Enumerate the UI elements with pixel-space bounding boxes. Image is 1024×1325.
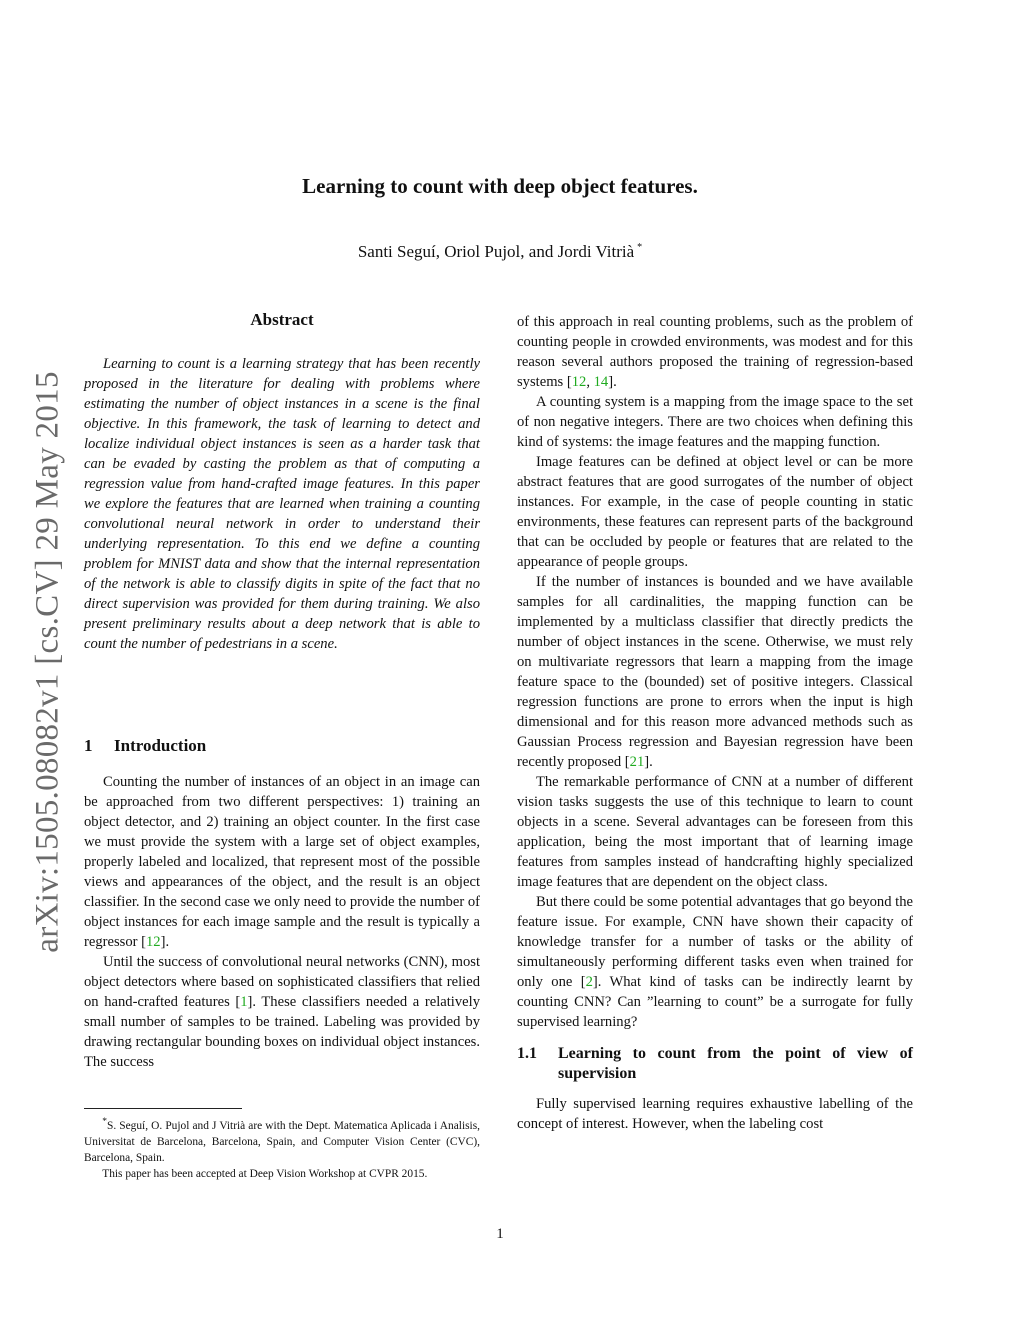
page-number: 1: [496, 1226, 504, 1242]
intro-section-title: Introduction: [114, 736, 207, 755]
footnote-divider: [84, 1108, 242, 1109]
subsection-heading: [517, 1044, 913, 1084]
right-p1-end: ].: [608, 374, 617, 390]
right-paragraph-4: [517, 572, 913, 772]
citation-link[interactable]: 2: [585, 974, 593, 990]
abstract-heading: Abstract: [250, 310, 314, 329]
author-names: Santi Seguí, Oriol Pujol, and Jordi Vitrià: [357, 242, 635, 261]
footnote-1-text: S. Seguí, O. Pujol and J Vitrià are with the Dept. Matematica Aplicada i Analisis, Universitat de Barcelona, Barcelona, Spain, and Computer Vision Center (CVC), Barcelona, Spain.: [84, 1119, 480, 1164]
citation-link[interactable]: 12: [146, 934, 161, 950]
citation-link[interactable]: 21: [629, 754, 645, 770]
intro-p1-end: ].: [160, 934, 170, 950]
citation-link[interactable]: 12: [571, 374, 587, 390]
citation-link[interactable]: 14: [593, 374, 609, 390]
intro-section-number: 1: [84, 736, 93, 755]
right-p6-end: ]. What kind of tasks can be indirectly learnt by counting CNN? Can ”learning to count” be a surrogate for fully supervised learning?: [517, 974, 913, 1030]
footnote-2: This paper has been accepted at Deep Vision Workshop at CVPR 2015.: [102, 1167, 428, 1180]
right-p1-text: of this approach in real counting problems, such as the problem of counting people in crowded environments, was modest and for this reason several authors proposed the training of regression-based systems [: [517, 314, 913, 390]
intro-p1-text: Counting the number of instances of an object in an image can be approached from two different perspectives: 1) training an object detector, and 2) training an object counter. In the first case we must provide the system with a large set of object examples, properly labeled and localized, that represent most of the possible views and appearances of the object, and the result is an object classifier. In the second case we only need to provide the number of object instances for each image sample and the result is typically a regressor [: [84, 774, 480, 950]
arxiv-identifier: arXiv:1505.08082v1 [cs.CV] 29 May 2015: [29, 371, 66, 953]
subsection-number: 1.1: [517, 1045, 537, 1062]
abstract-body: [84, 354, 480, 654]
paper-authors: [0, 242, 1000, 262]
right-paragraph-7: Fully supervised learning requires exhaustive labelling of the concept of interest. However, when the labeling cost: [517, 1096, 913, 1132]
abstract-paragraph: Learning to count is a learning strategy that has been recently proposed in the literature for dealing with problems where estimating the number of object instances in a scene is the final objective. In this framework, the task of learning to detect and localize individual object instances is seen as a harder task that can be evaded by casting the problem as that of computing a regression value from hand-crafted image features. In this paper we explore the features that are learned when training a counting convolutional neural network in order to understand their underlying representation. To this end we define a counting problem for MNIST data and show that the internal representation of the network is able to classify digits in spite of the fact that no direct supervision was provided for them during training. We also present preliminary results about a deep network that is able to count the number of pedestrians in a scene.: [84, 356, 480, 652]
right-paragraph-1: [517, 312, 913, 392]
intro-paragraph-2: [84, 952, 480, 1072]
footnote-1-mark: *: [102, 1117, 107, 1127]
right-paragraph-2: A counting system is a mapping from the image space to the set of non negative integers. There are two choices when defining this kind of systems: the image features and the mapping function.: [517, 394, 913, 450]
citation-separator: ,: [586, 374, 594, 390]
paper-title: Learning to count with deep object features.: [302, 174, 698, 198]
intro-p2-text: Until the success of convolutional neural networks (CNN), most object detectors where based on sophisticated classifiers that relied on hand-crafted features [: [84, 954, 480, 1010]
citation-link[interactable]: 1: [240, 994, 248, 1010]
footnote-1: [84, 1114, 480, 1166]
intro-heading: [84, 736, 480, 756]
right-paragraph-3: Image features can be defined at object level or can be more abstract features that are good surrogates of the number of object instances. For example, in the case of people counting in static environments, these features can represent parts of the background that can be occluded by people or features that are related to the appearance of people groups.: [517, 454, 913, 570]
intro-p2-end: ]. These classifiers needed a relatively small number of samples to be trained. Labeling was provided by drawing rectangular bounding boxes on individual object instances. The success: [84, 994, 480, 1070]
right-column: [517, 312, 913, 1134]
right-paragraph-5: The remarkable performance of CNN at a number of different vision tasks suggests the use of this technique to learn to count objects in a scene. Several advantages can be foreseen from this application, being the most important that of learning image features from samples instead of handcrafting highly specialized image features that are dependent on the object class.: [517, 774, 913, 890]
footnotes: [84, 1114, 480, 1182]
right-paragraph-6: [517, 892, 913, 1032]
author-footnote-mark: *: [637, 242, 643, 254]
right-p4-end: ].: [644, 754, 653, 770]
intro-body: [84, 772, 480, 1072]
intro-paragraph-1: [84, 772, 480, 952]
right-p4-text: If the number of instances is bounded and we have available samples for all cardinalities, the mapping function can be implemented by a multiclass classifier that directly predicts the number of object instances in the scene. Otherwise, we must rely on multivariate regressors that learn a mapping from the image feature space to the (bounded) set of positive integers. Classical regression functions are prone to errors when the input is high dimensional and for this reason more advanced methods such as Gaussian Process regression and Bayesian regression have been recently proposed [: [517, 574, 913, 770]
subsection-title: Learning to count from the point of view of supervision: [558, 1045, 913, 1082]
right-p6-text: But there could be some potential advantages that go beyond the feature issue. For example, CNN have shown their capacity of knowledge transfer for a number of tasks or the ability of simultaneously performing different tasks even when trained for only one [: [517, 894, 913, 990]
